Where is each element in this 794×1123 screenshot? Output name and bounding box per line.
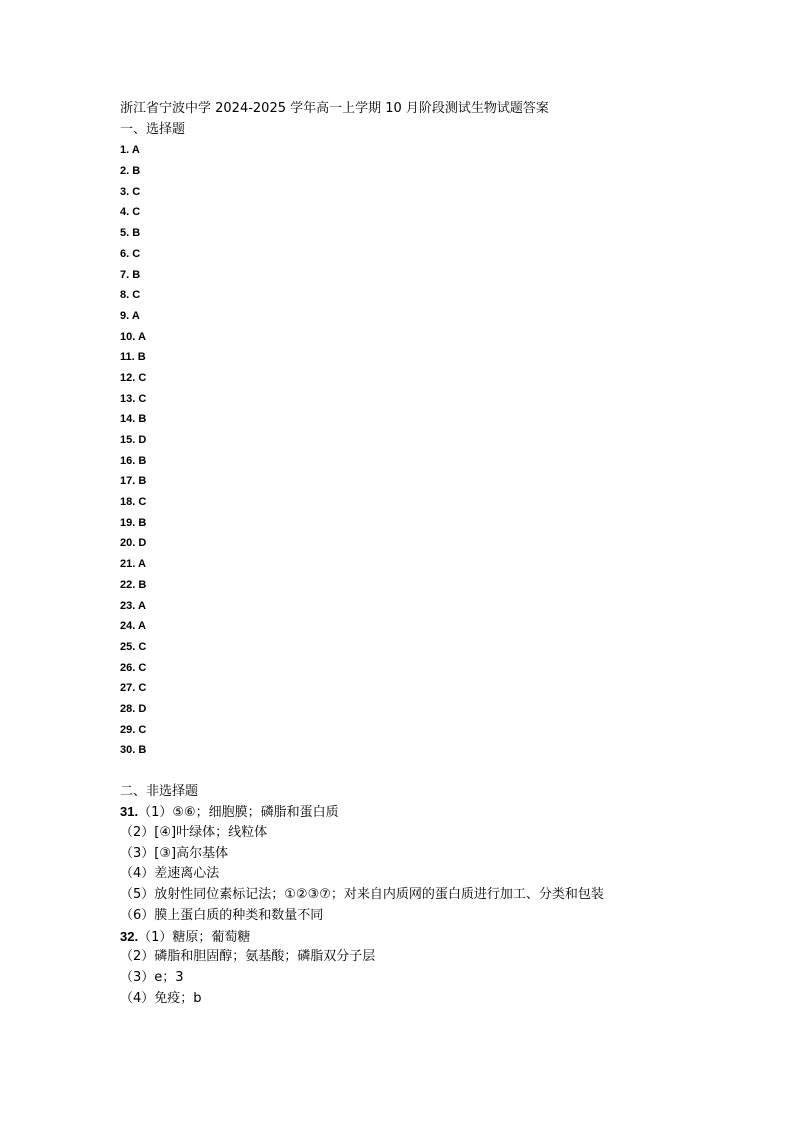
question-32 [120, 927, 760, 1010]
answer-part-text: （2）磷脂和胆固醇；氨基酸；磷脂双分子层 [120, 949, 376, 965]
answer-number: 13. [120, 392, 136, 405]
answer-part [120, 864, 760, 885]
answer-row [120, 678, 760, 699]
answer-number: 17. [120, 475, 136, 488]
answer-part [120, 802, 760, 823]
answer-number: 6. [120, 247, 130, 260]
answer-row [120, 327, 760, 348]
section1-heading: 一、选择题 [120, 121, 186, 137]
answer-value: C [138, 392, 147, 405]
answer-value: C [138, 682, 147, 695]
answer-value: D [138, 434, 147, 446]
document-page [120, 99, 760, 1009]
answer-number: 26. [120, 661, 136, 674]
answer-value: A [137, 558, 146, 571]
answer-part [120, 844, 760, 865]
answer-row [120, 637, 760, 658]
answer-part [120, 823, 760, 844]
answer-number: 12. [120, 371, 136, 384]
answer-row [120, 161, 760, 182]
answer-row [120, 471, 760, 492]
answer-part-text: （4）差速离心法 [120, 866, 220, 882]
answer-number: 15. [120, 434, 136, 446]
answer-part-text: （1）⑤⑥；细胞膜；磷脂和蛋白质 [138, 805, 339, 821]
answer-part-text: （3）[③]高尔基体 [120, 845, 229, 861]
answer-value: C [138, 496, 147, 509]
answer-value: B [138, 516, 147, 529]
answer-row [120, 409, 760, 430]
spacer [120, 761, 760, 782]
answer-value: C [132, 206, 141, 219]
answer-row [120, 140, 760, 161]
answer-number: 27. [120, 682, 136, 695]
answer-part-text: （2）[④]叶绿体；线粒体 [120, 825, 268, 841]
answer-row [120, 223, 760, 244]
document-title: 浙江省宁波中学 2024-2025 学年高一上学期 10 月阶段测试生物试题答案 [120, 101, 549, 116]
answer-value: B [138, 413, 147, 426]
answer-value: A [131, 309, 140, 322]
answer-row [120, 430, 760, 451]
answer-row [120, 616, 760, 637]
answer-row [120, 306, 760, 327]
answer-number: 28. [120, 702, 136, 715]
answer-number: 22. [120, 578, 136, 591]
answer-row [120, 492, 760, 513]
answer-row [120, 699, 760, 720]
answer-number: 24. [120, 620, 136, 633]
answer-number: 23. [120, 599, 136, 612]
answer-part-text: （6）膜上蛋白质的种类和数量不同 [120, 907, 324, 923]
answer-number: 29. [120, 723, 136, 736]
question-number: 32. [120, 928, 139, 944]
answer-value: C [132, 289, 141, 302]
answer-number: 20. [120, 537, 136, 550]
answer-value: B [138, 475, 147, 488]
answer-part [120, 947, 760, 968]
answer-value: B [132, 165, 141, 178]
answer-number: 10. [120, 330, 136, 343]
answer-number: 7. [120, 268, 130, 281]
answer-row [120, 265, 760, 286]
answer-number: 18. [120, 496, 136, 509]
answer-value: C [138, 371, 147, 384]
answer-number: 11. [120, 351, 135, 364]
answer-value: C [132, 185, 141, 198]
answers-list [120, 140, 760, 761]
answer-number: 1. [120, 144, 130, 157]
answer-row [120, 554, 760, 575]
answer-value: A [137, 620, 146, 633]
answer-number: 3. [120, 185, 130, 198]
answer-row [120, 740, 760, 761]
answer-row [120, 182, 760, 203]
answer-row [120, 202, 760, 223]
answer-value: B [132, 268, 141, 281]
answer-number: 16. [120, 454, 136, 467]
answer-part [120, 906, 760, 927]
answer-number: 4. [120, 206, 130, 219]
answer-value: B [138, 454, 147, 467]
answer-value: B [137, 351, 146, 364]
answer-value: A [137, 330, 146, 343]
answer-value: C [138, 640, 147, 653]
answer-row [120, 389, 760, 410]
answer-value: A [131, 144, 140, 157]
answer-value: C [132, 247, 141, 260]
answer-row [120, 720, 760, 741]
answer-value: A [137, 599, 146, 612]
answer-number: 5. [120, 227, 130, 240]
answer-row [120, 533, 760, 554]
answer-part-text: （5）放射性同位素标记法；①②③⑦；对来自内质网的蛋白质进行加工、分类和包装 [120, 887, 604, 903]
answer-row [120, 513, 760, 534]
answer-value: D [138, 702, 147, 715]
answer-number: 21. [120, 558, 136, 571]
answer-row [120, 451, 760, 472]
answer-row [120, 285, 760, 306]
answer-part [120, 989, 760, 1010]
answer-row [120, 596, 760, 617]
answer-row [120, 347, 760, 368]
question-31 [120, 802, 760, 926]
answer-part [120, 885, 760, 906]
answer-part [120, 968, 760, 989]
answer-value: C [138, 723, 147, 736]
answer-part-text: （1）糖原；葡萄糖 [138, 929, 251, 945]
answer-value: B [138, 744, 147, 757]
question-number: 31. [120, 804, 139, 820]
answer-number: 25. [120, 640, 136, 653]
answer-value: C [138, 661, 147, 674]
answer-number: 8. [120, 289, 130, 302]
answer-value: B [132, 227, 141, 240]
answer-row [120, 575, 760, 596]
section2-heading: 二、非选择题 [120, 783, 199, 799]
answer-value: B [138, 578, 147, 591]
answer-number: 2. [120, 165, 130, 178]
answer-row [120, 244, 760, 265]
answer-part-text: （3）e；3 [120, 969, 184, 985]
answer-value: D [138, 537, 147, 550]
answer-row [120, 368, 760, 389]
answer-part [120, 927, 760, 948]
answer-number: 19. [120, 516, 136, 529]
answer-part-text: （4）免疫；b [120, 990, 202, 1006]
answer-row [120, 658, 760, 679]
answer-number: 14. [120, 413, 136, 426]
answer-number: 9. [120, 309, 130, 322]
answer-number: 30. [120, 744, 136, 757]
